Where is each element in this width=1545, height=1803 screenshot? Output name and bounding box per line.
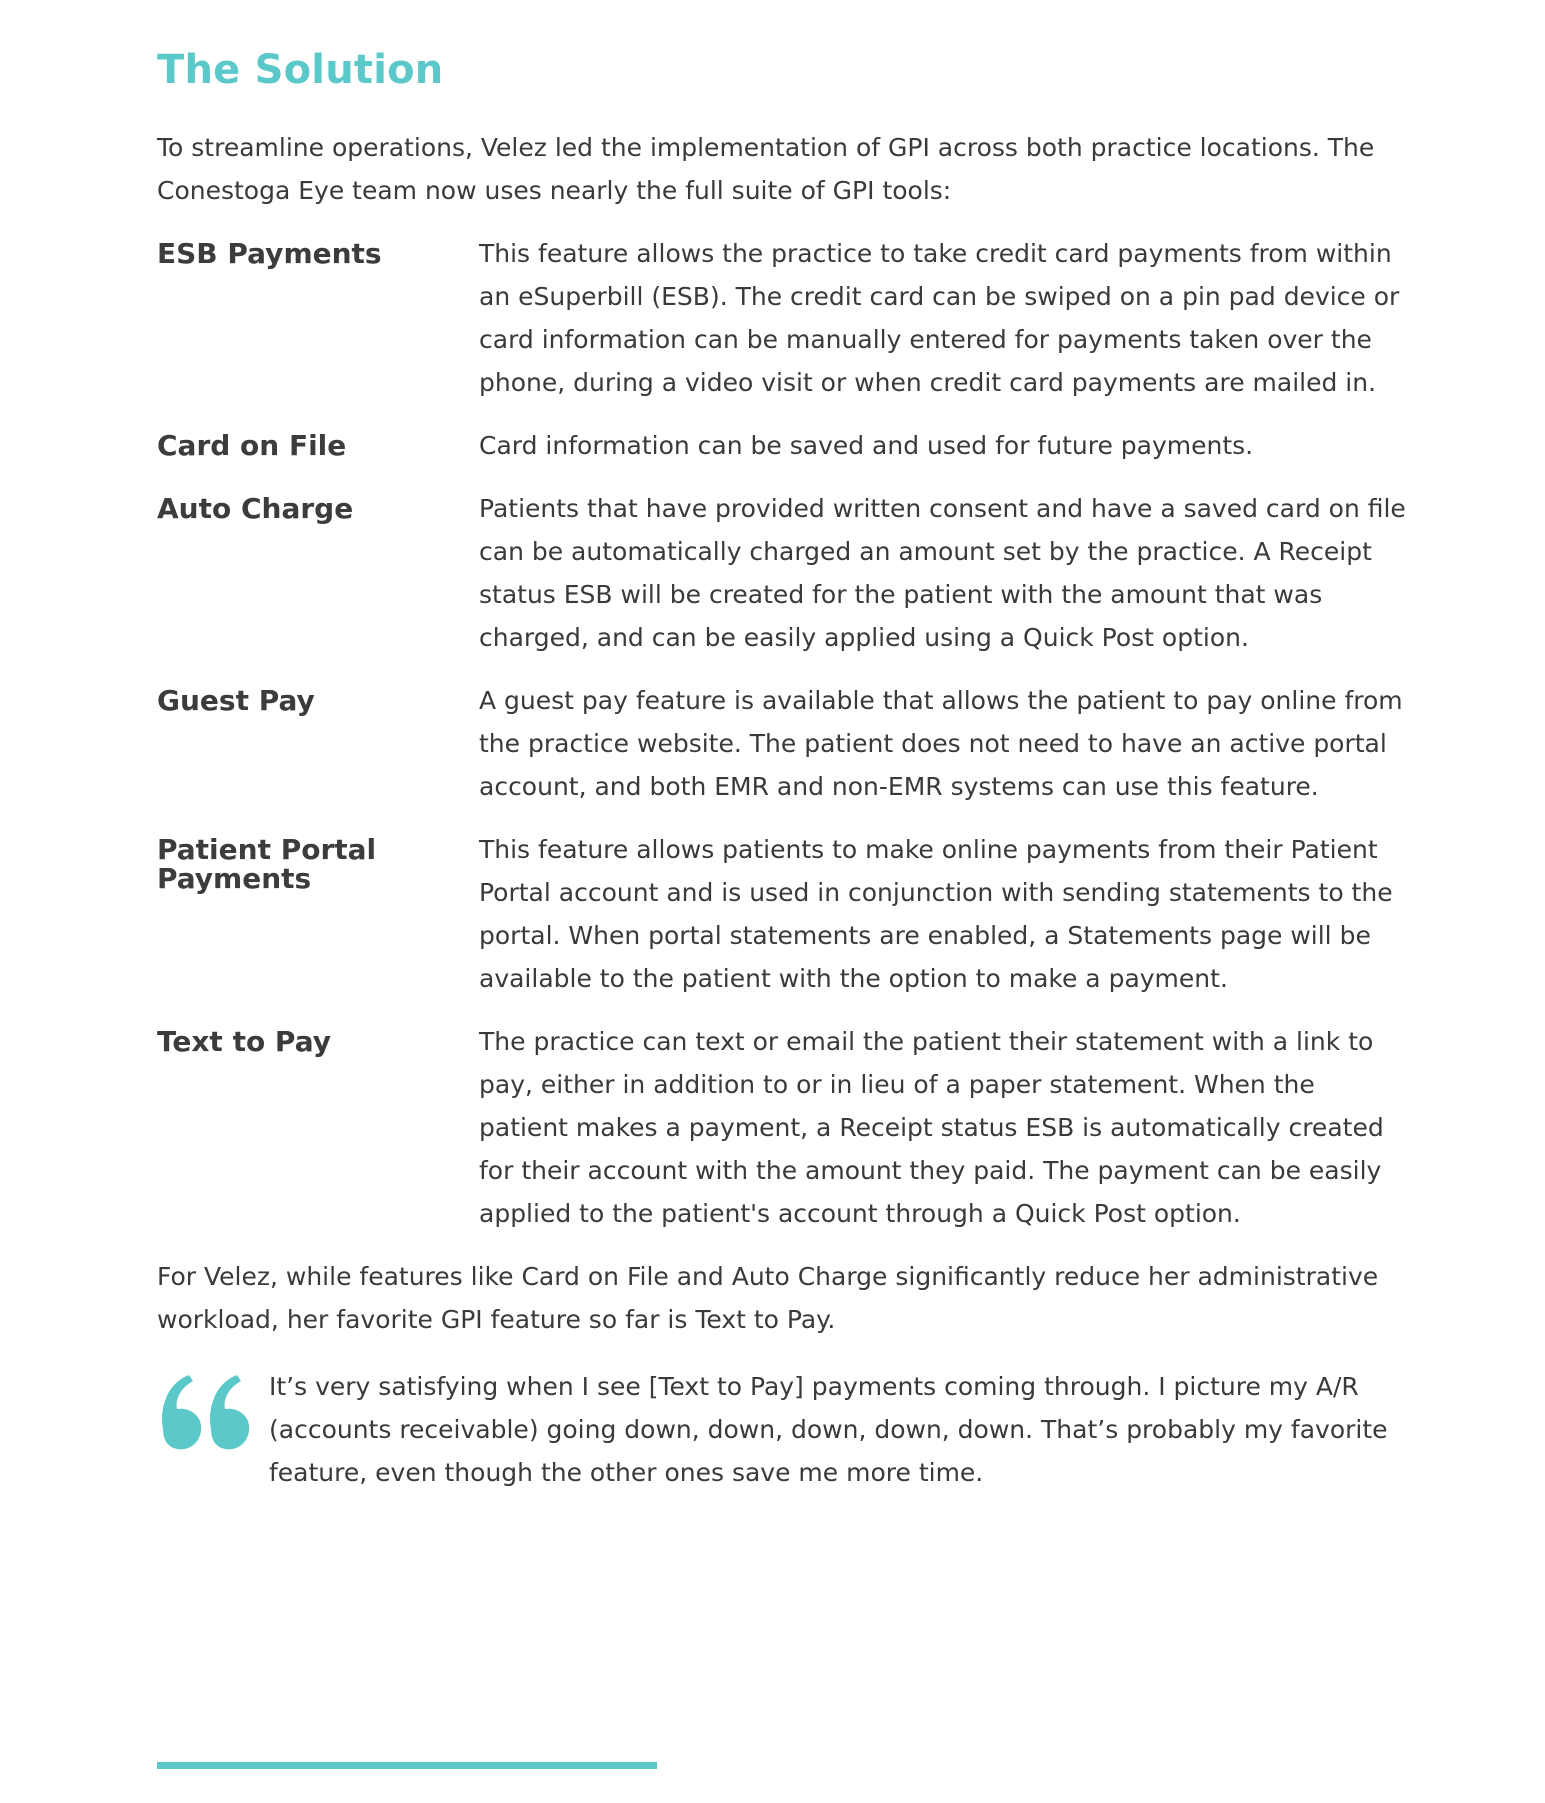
feature-row bbox=[157, 1020, 1407, 1235]
feature-row bbox=[157, 487, 1407, 659]
feature-description: This feature allows patients to make online payments from their Patient Portal account and is used in conjunction with sending statements to the portal. When portal statements are enabled, a Statements page will be available to the patient with the option to make a payment. bbox=[479, 835, 1393, 993]
closing-paragraph: For Velez, while features like Card on File and Auto Charge significantly reduce her administrative workload, her favorite GPI feature so far is Text to Pay. bbox=[157, 1262, 1379, 1334]
feature-name: Patient Portal Payments bbox=[157, 833, 377, 895]
feature-description: Card information can be saved and used for future payments. bbox=[479, 431, 1254, 460]
quote-icon bbox=[157, 1373, 257, 1453]
feature-description: Patients that have provided written consent and have a saved card on file can be automatically charged an amount set by the practice. A Receipt status ESB will be created for the patient with the amount that was charged, and can be easily applied using a Quick Post option. bbox=[479, 494, 1406, 652]
feature-name: ESB Payments bbox=[157, 237, 382, 270]
testimonial-quote bbox=[157, 1365, 1412, 1494]
page bbox=[157, 48, 1407, 1494]
feature-name: Guest Pay bbox=[157, 684, 315, 717]
footer-divider bbox=[157, 1762, 657, 1769]
quote-text: It’s very satisfying when I see [Text to Pay] payments coming through. I picture my A/R (accounts receivable) going down, down, down, down, down. That’s probably my favorite feature, even though the other ones save me more time. bbox=[269, 1372, 1388, 1487]
feature-list bbox=[157, 232, 1407, 1235]
feature-row bbox=[157, 679, 1407, 808]
feature-name: Text to Pay bbox=[157, 1025, 331, 1058]
intro-paragraph: To streamline operations, Velez led the implementation of GPI across both practice locations. The Conestoga Eye team now uses nearly the full suite of GPI tools: bbox=[157, 133, 1375, 205]
feature-name: Auto Charge bbox=[157, 492, 354, 525]
feature-description: A guest pay feature is available that allows the patient to pay online from the practice website. The patient does not need to have an active portal account, and both EMR and non-EMR systems can use this feature. bbox=[479, 686, 1403, 801]
feature-description: This feature allows the practice to take credit card payments from within an eSuperbill (ESB). The credit card can be swiped on a pin pad device or card information can be manually entered for payments taken over the phone, during a video visit or when credit card payments are mailed in. bbox=[479, 239, 1400, 397]
feature-name: Card on File bbox=[157, 429, 347, 462]
page-title: The Solution bbox=[157, 47, 444, 93]
feature-row bbox=[157, 232, 1407, 404]
feature-row bbox=[157, 828, 1407, 1000]
feature-description: The practice can text or email the patient their statement with a link to pay, either in addition to or in lieu of a paper statement. When the patient makes a payment, a Receipt status ESB is automatically created for their account with the amount they paid. The payment can be easily applied to the patient's account through a Quick Post option. bbox=[479, 1027, 1384, 1228]
feature-row bbox=[157, 424, 1407, 467]
